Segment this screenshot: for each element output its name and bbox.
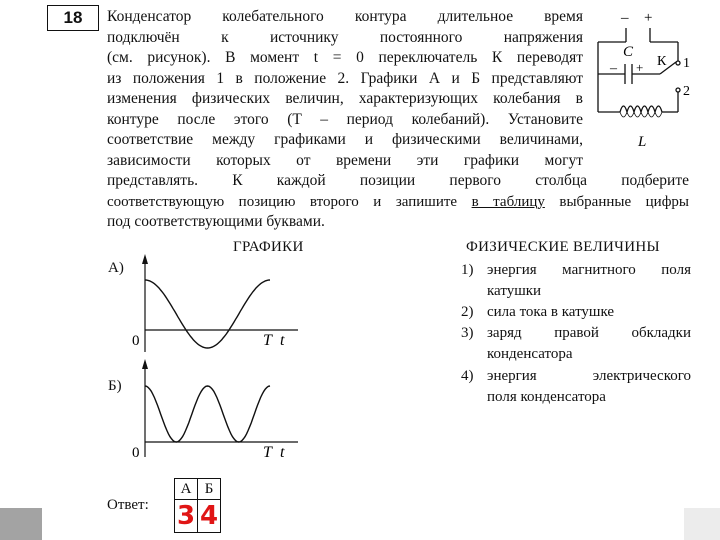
source-minus: – bbox=[621, 10, 629, 26]
task-line-11: под соответствующими буквами. bbox=[107, 213, 325, 230]
quantity-text-cont: поля конденсатора bbox=[487, 389, 606, 405]
quantity-number: 3) bbox=[461, 325, 474, 341]
answer-table bbox=[174, 478, 221, 533]
task-line-7: соответствие между графиками и физическими величинами, bbox=[107, 131, 583, 148]
task-line-6: контуре после этого (T – период колебаний). Установите bbox=[107, 110, 583, 128]
task-number: 18 bbox=[47, 5, 99, 31]
task-line-4: из положения 1 в положение 2. Графики А и Б представляют bbox=[107, 69, 583, 87]
graph-b-label: Б) bbox=[108, 378, 122, 394]
quantity-item-3 bbox=[461, 323, 691, 365]
quantity-item-2 bbox=[461, 302, 691, 323]
graph-b bbox=[120, 357, 305, 462]
graph-b-origin: 0 bbox=[132, 445, 140, 461]
quantity-number: 2) bbox=[461, 304, 474, 320]
circuit-diagram bbox=[588, 6, 698, 156]
graph-a bbox=[120, 252, 305, 357]
slide-corner-decoration-right bbox=[684, 508, 720, 540]
answer-header-b: Б bbox=[198, 479, 221, 500]
quantities-header: ФИЗИЧЕСКИЕ ВЕЛИЧИНЫ bbox=[466, 239, 660, 255]
task-line-2: подключён к источнику постоянного напряжения bbox=[107, 28, 583, 46]
task-line-10: соответствующую позицию второго и запишите в таблицу выбранные цифры bbox=[107, 193, 689, 210]
inductor-label: L bbox=[638, 134, 647, 150]
source-plus: + bbox=[644, 10, 653, 26]
quantity-text: заряд правой обкладки bbox=[487, 325, 691, 341]
task-text-wide bbox=[107, 171, 689, 233]
switch-position-1: 1 bbox=[683, 56, 690, 71]
quantity-number: 4) bbox=[461, 368, 474, 384]
capacitor-label: C bbox=[623, 44, 634, 60]
quantity-item-4 bbox=[461, 366, 691, 408]
graph-a-axis-t: t bbox=[280, 332, 285, 349]
capacitor-minus: – bbox=[610, 61, 617, 76]
switch-label: К bbox=[657, 54, 667, 69]
graph-b-period-tick: T bbox=[263, 444, 272, 461]
task-line-1: Конденсатор колебательного контура длительное время bbox=[107, 8, 583, 25]
answer-label: Ответ: bbox=[107, 497, 149, 513]
graphs-header: ГРАФИКИ bbox=[233, 239, 304, 255]
task-line-5: изменения физических величин, характеризующих колебания в bbox=[107, 90, 583, 107]
switch-position-2: 2 bbox=[683, 84, 690, 99]
answer-cell-b[interactable]: 4 bbox=[198, 500, 221, 533]
slide-corner-decoration bbox=[0, 508, 42, 540]
graph-a-period-tick: T bbox=[263, 332, 272, 349]
quantity-number: 1) bbox=[461, 262, 474, 278]
quantity-item-1 bbox=[461, 260, 691, 302]
task-line-3: (см. рисунок). В момент t = 0 переключатель К переводят bbox=[107, 49, 583, 66]
graph-b-axis-t: t bbox=[280, 444, 285, 461]
graph-a-origin: 0 bbox=[132, 333, 140, 349]
quantity-text: энергия электрического bbox=[487, 368, 691, 384]
task-line-8: зависимости которых от времени эти графики могут bbox=[107, 151, 583, 169]
answer-header-a: А bbox=[175, 479, 198, 500]
task-line-9: представлять. К каждой позиции первого столбца подберите bbox=[107, 172, 689, 189]
capacitor-plus: + bbox=[636, 60, 644, 75]
quantity-text: энергия магнитного поля bbox=[487, 262, 691, 278]
task-text bbox=[107, 7, 583, 171]
quantity-text: сила тока в катушке bbox=[487, 304, 615, 320]
graph-a-label: А) bbox=[108, 260, 124, 276]
answer-cell-a[interactable]: 3 bbox=[175, 500, 198, 533]
quantity-text-cont: конденсатора bbox=[487, 346, 573, 362]
quantity-text-cont: катушки bbox=[487, 283, 542, 299]
